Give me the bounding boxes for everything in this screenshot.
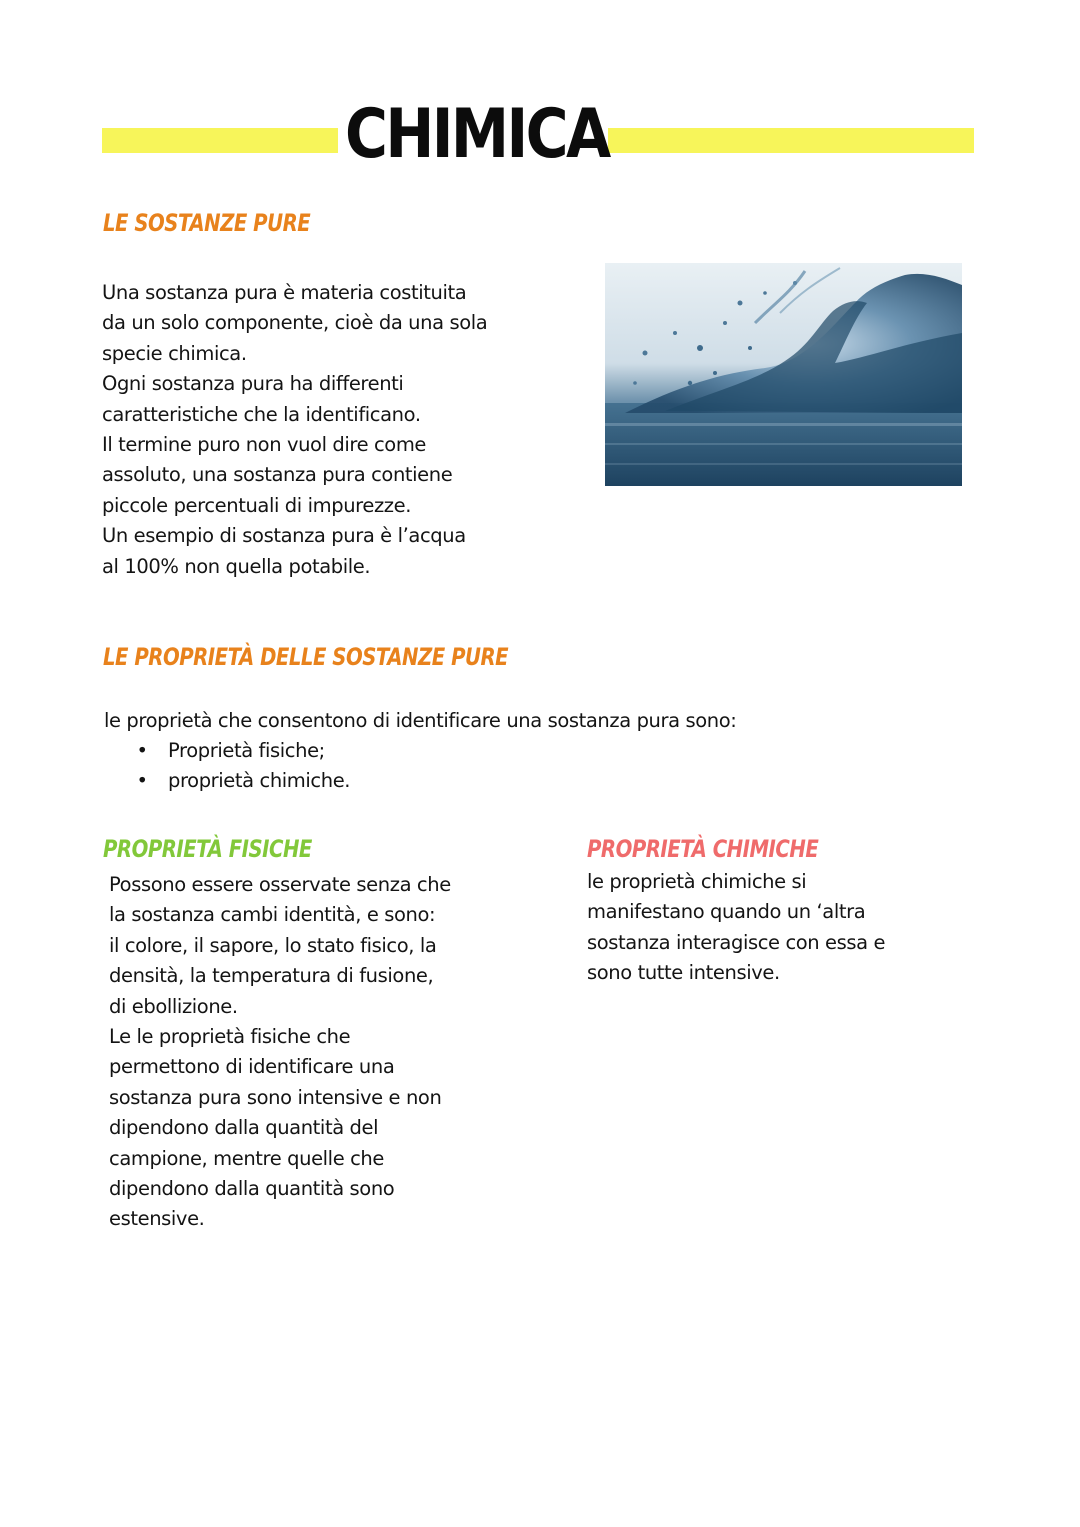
- physical-properties-paragraph: Possono essere osservate senza che la sostanza cambi identità, e sono: il colore, il sapore, lo stato fisico, la densità, la temperatura di fusione, di ebollizione. Le le proprietà fisiche che permettono di identificare una sostanza pura sono intensive e non dipendono dalla quantità del campione, mentre quelle che dipendono dalla quantità sono estensive.: [109, 873, 451, 1231]
- heading-pure-substances: LE SOSTANZE PURE: [103, 209, 311, 237]
- properties-list: [136, 736, 350, 797]
- list-item-label: Proprietà fisiche;: [168, 739, 325, 762]
- list-item: [136, 736, 350, 766]
- heading-physical-properties: PROPRIETÀ FISICHE: [103, 835, 312, 863]
- heading-properties: LE PROPRIETÀ DELLE SOSTANZE PURE: [103, 643, 509, 671]
- bullet-icon: •: [136, 739, 148, 762]
- page-title: CHIMICA: [345, 95, 609, 174]
- properties-intro: le proprietà che consentono di identificare una sostanza pura sono:: [104, 709, 737, 732]
- bullet-icon: •: [136, 769, 148, 793]
- list-item-label: proprietà chimiche.: [168, 769, 351, 793]
- list-item: [136, 766, 350, 796]
- chemical-properties-paragraph: le proprietà chimiche si manifestano quando un ‘altra sostanza interagisce con essa e sono tutte intensive.: [587, 870, 886, 985]
- heading-chemical-properties: PROPRIETÀ CHIMICHE: [587, 835, 819, 863]
- water-splash-photo-icon: [605, 263, 962, 486]
- pure-substances-paragraph: Una sostanza pura è materia costituita da un solo componente, cioè da una sola specie chimica. Ogni sostanza pura ha differenti caratteristiche che la identificano. Il termine puro non vuol dire come assoluto, una sostanza pura contiene piccole percentuali di impurezze. Un esempio di sostanza pura è l’acqua al 100% non quella potabile.: [102, 281, 488, 578]
